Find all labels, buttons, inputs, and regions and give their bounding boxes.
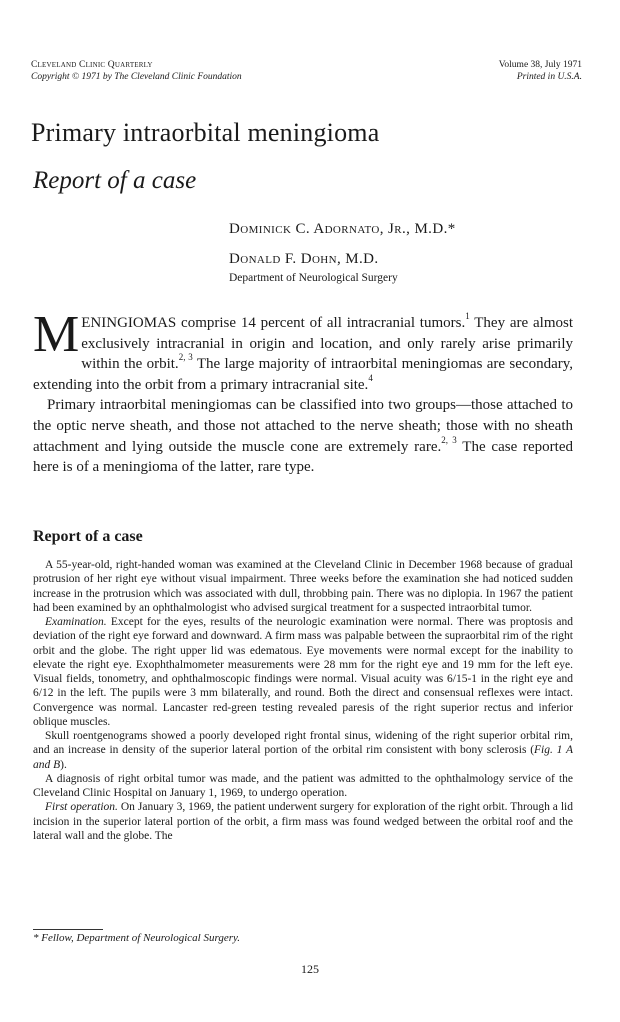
citation-ref: 2, 3 (441, 434, 457, 445)
author-1: Dominick C. Adornato, Jr., M.D.* (229, 221, 456, 237)
body-text: On January 3, 1969, the patient underwent surgery for exploration of the right orbit. Through a lid incision in the superior lateral portion of the orbit, a firm mass was found wedged between the orbital roof and the lateral wall and the globe. The (33, 801, 573, 842)
department: Department of Neurological Surgery (229, 272, 398, 284)
body-paragraph (33, 615, 573, 729)
intro-paragraph-1 (33, 306, 574, 395)
copyright-line: Copyright © 1971 by The Cleveland Clinic Foundation (31, 72, 242, 82)
intro-text-1c: The large majority of intraorbital meningiomas are secondary, extending into the orbit from a primary intracranial site. (33, 356, 574, 393)
running-header-right (499, 59, 582, 83)
intro-paragraph-2 (33, 395, 573, 477)
page-number: 125 (301, 962, 319, 976)
article-subtitle: Report of a case (33, 167, 197, 194)
printed-line: Printed in U.S.A. (516, 72, 582, 82)
citation-ref: 2, 3 (178, 352, 193, 363)
volume-line: Volume 38, July 1971 (498, 60, 582, 70)
citation-ref: 1 (465, 311, 470, 321)
section-heading: Report of a case (33, 528, 143, 545)
body-text: Except for the eyes, results of the neurologic examination were normal. There was proptosis and deviation of the right eye forward and downward. A firm mass was palpable between the supraorbital rim of the right orbit and the globe. The right upper lid was edematous. Eye movements were normal except for the inability to elevate the right eye. Exophthalmometer measurements were 28 mm for the right eye and 19 mm for the left eye. Visual fields, tonometry, and ophthalmoscopic findings were normal. Visual acuity was 6/15-1 in the right eye and 6/12 in the left. The pupils were 3 mm bilaterally, and round. Both the direct and consensual reflexes were intact. Convergence was normal. Lancaster red-green testing revealed paresis of the right superior rectus and inferior oblique muscles. (33, 616, 573, 728)
run-in-heading: Examination. (45, 616, 107, 628)
body-paragraph: A diagnosis of right orbital tumor was made, and the patient was admitted to the ophthalmology service of the Cleveland Clinic Hospital on January 1, 1969, to undergo operation. (33, 772, 573, 799)
introduction (33, 306, 574, 478)
intro-text-2a: Primary intraorbital meningiomas can be classified into two groups—those attached to the optic nerve sheath, and those not attached to the nerve sheath; those with no sheath attachment and lying outside the muscle cone are extremely rare. (33, 397, 573, 455)
citation-ref: 4 (368, 372, 373, 383)
body-text: Skull roentgenograms showed a poorly developed right frontal sinus, widening of the right superior orbital rim, and an increase in density of the superior lateral portion of the orbital rim consistent with bony sclerosis ( (33, 730, 573, 757)
case-report-body (33, 558, 573, 843)
body-paragraph (33, 800, 573, 843)
body-paragraph (33, 729, 573, 772)
intro-text-1b: They are almost exclusively intracranial in origin and location, and only rarely arise primarily within the orbit. (81, 315, 573, 373)
running-header-left (31, 59, 242, 83)
journal-name: Cleveland Clinic Quarterly (31, 60, 153, 70)
body-text: ). (60, 758, 67, 771)
article-title: Primary intraorbital meningioma (31, 118, 380, 147)
intro-text-2b: The case reported here is of a meningioma of the latter, rare type. (33, 438, 573, 476)
author-block (229, 220, 589, 286)
footnote-rule (33, 929, 103, 930)
author-2: Donald F. Dohn, M.D. (229, 251, 379, 267)
figure-reference: Fig. 1 A and B (33, 744, 573, 771)
footnote: * Fellow, Department of Neurological Surgery. (33, 932, 241, 944)
drop-cap: M (33, 306, 80, 363)
body-paragraph: A 55-year-old, right-handed woman was examined at the Cleveland Clinic in December 1968 because of gradual protrusion of her right eye without visual impairment. Three weeks before the examination she had noticed sudden increase in the protrusion which was associated with dull, throbbing pain. There was no diplopia. In 1967 the patient had been examined by an ophthalmologist who advised surgical treatment for a suspected intraorbital tumor. (33, 559, 573, 614)
run-in-heading: First operation. (45, 801, 118, 814)
intro-text-1a: ENINGIOMAS comprise 14 percent of all intracranial tumors. (81, 315, 466, 331)
